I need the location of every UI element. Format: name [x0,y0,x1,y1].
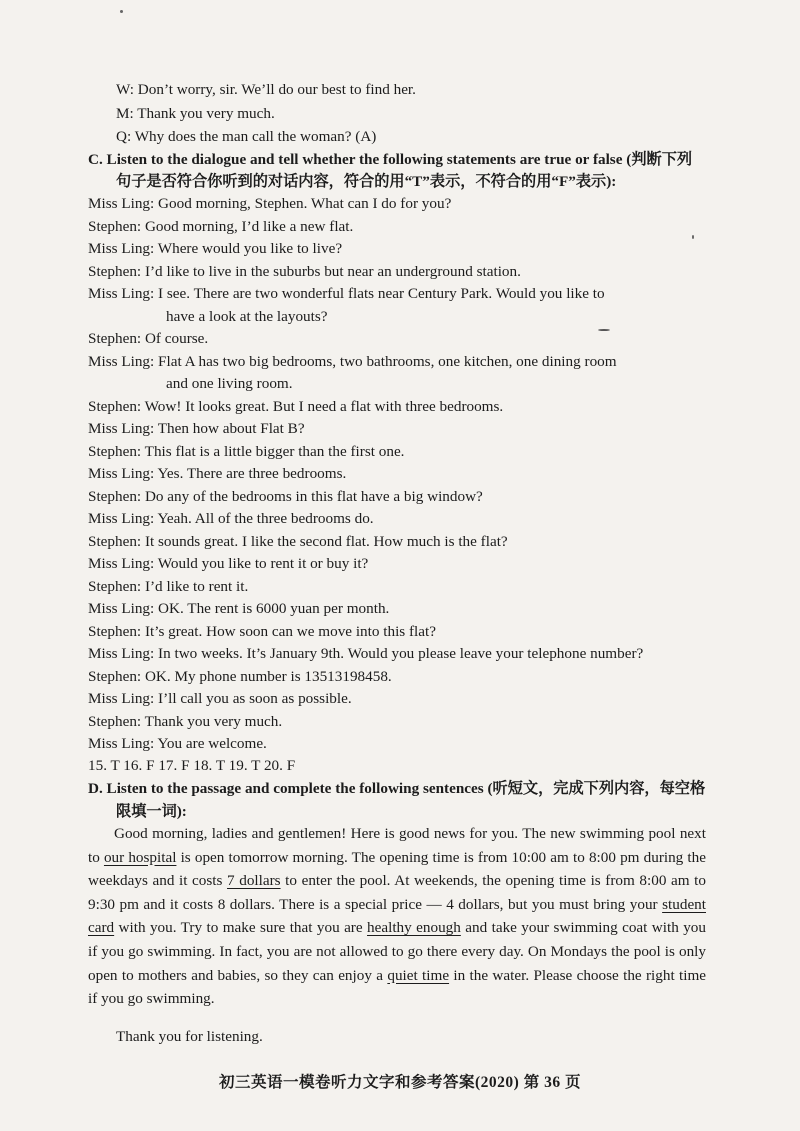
dialogue-line: Miss Ling: Yeah. All of the three bedrooms do. [88,510,374,527]
answer-blank: healthy enough [367,919,461,937]
dialogue-line: Miss Ling: Good morning, Stephen. What can I do for you? [88,195,452,212]
dialogue-line: W: Don’t worry, sir. We’ll do our best to find her. [116,81,416,98]
dialogue-line: Miss Ling: You are welcome. [88,735,267,752]
passage-text: and take your swimming coat with you if you go swimming. In fact, you are not allowed to go there every day. On Mondays the pool is only open to mothers and babies, so they can enjoy a [88,919,706,984]
passage [88,822,706,1011]
scan-mark [598,329,610,331]
question-line: Q: Why does the man call the woman? (A) [116,128,377,145]
dialogue-line: Miss Ling: Flat A has two big bedrooms, two bathrooms, one kitchen, one dining room [88,353,617,370]
dialogue-line: Miss Ling: Yes. There are three bedrooms. [88,465,347,482]
dialogue-line-cont: and one living room. [166,375,293,392]
dialogue-line: Stephen: It sounds great. I like the second flat. How much is the flat? [88,533,508,550]
dialogue-line: Miss Ling: OK. The rent is 6000 yuan per month. [88,600,390,617]
dialogue-line: Stephen: This flat is a little bigger than the first one. [88,443,405,460]
answer-blank: 7 dollars [227,872,281,890]
dialogue-line: Miss Ling: I see. There are two wonderful flats near Century Park. Would you like to [88,285,605,302]
dialogue-line: Miss Ling: In two weeks. It’s January 9th. Would you please leave your telephone number? [88,645,644,662]
passage-text: in the water. Please choose the right time if you go swimming. [88,966,706,1008]
passage-text: is open tomorrow morning. The opening time is from 10:00 am to 8:00 pm during the weekdays and it costs [88,848,706,890]
dialogue-line: Miss Ling: I’ll call you as soon as possible. [88,690,352,707]
closing-line: Thank you for listening. [116,1028,263,1045]
scan-speck [120,10,123,13]
section-d-heading-cont: 限填一词): [116,803,187,820]
dialogue-line: Stephen: Good morning, I’d like a new flat. [88,218,354,235]
dialogue-line: Stephen: It’s great. How soon can we move into this flat? [88,623,436,640]
answer-key-line: 15. T 16. F 17. F 18. T 19. T 20. F [88,757,296,774]
dialogue-line: Miss Ling: Then how about Flat B? [88,420,305,437]
page-footer: 初三英语一模卷听力文字和参考答案(2020) 第 36 页 [219,1074,581,1091]
dialogue-line: Stephen: I’d like to rent it. [88,578,249,595]
dialogue-line: Stephen: Do any of the bedrooms in this flat have a big window? [88,488,483,505]
dialogue-line: Stephen: I’d like to live in the suburbs but near an underground station. [88,263,521,280]
section-c-heading-cont: 句子是否符合你听到的对话内容，符合的用“T”表示，不符合的用“F”表示): [116,173,617,190]
dialogue-line: Stephen: Of course. [88,330,209,347]
dialogue-line-cont: have a look at the layouts? [166,308,328,325]
dialogue-line: M: Thank you very much. [116,105,275,122]
passage-text: Good morning, ladies and gentlemen! Here is good news for you. The new swimming pool next to [88,825,706,866]
dialogue-line: Miss Ling: Where would you like to live? [88,240,343,257]
dialogue-line: Miss Ling: Would you like to rent it or buy it? [88,555,369,572]
dialogue-line: Stephen: OK. My phone number is 13513198458. [88,668,392,685]
scan-speck [692,235,694,239]
passage-text: with you. Try to make sure that you are [114,919,368,937]
answer-blank: student card [88,895,706,937]
dialogue-line: Stephen: Thank you very much. [88,713,283,730]
dialogue-line: Stephen: Wow! It looks great. But I need a flat with three bedrooms. [88,398,504,415]
section-d-heading: D. Listen to the passage and complete the following sentences (听短文，完成下列内容，每空格 [88,780,706,797]
section-c-heading: C. Listen to the dialogue and tell whether the following statements are true or false (判断下列 [88,151,693,168]
passage-text: to enter the pool. At weekends, the opening time is from 8:00 am to 9:30 pm and it costs 8 dollars. There is a special price — 4 dollars, but you must bring your [88,872,706,913]
passage-paragraph [88,822,706,1011]
answer-blank: quiet time [387,966,450,984]
answer-blank: our hospital [103,848,177,866]
